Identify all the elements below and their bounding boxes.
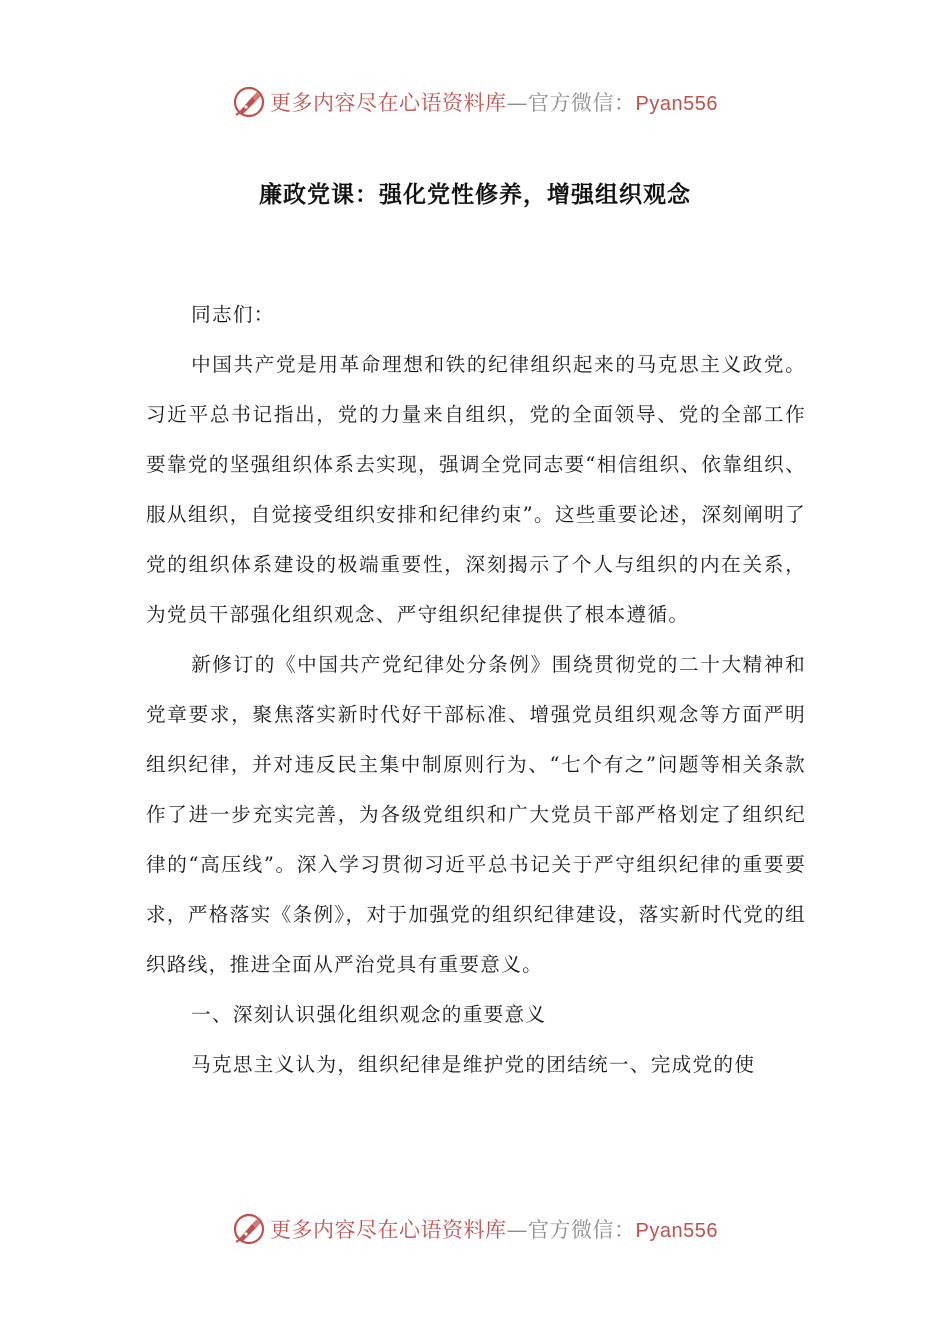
paragraph-2: 新修订的《中国共产党纪律处分条例》围绕贯彻党的二十大精神和党章要求，聚焦落实新时代好干部标准、增强党员组织观念等方面严明组织纪律，并对违反民主集中制原则行为、“七个有之”问题等相关条款作了进一步充实完善，为各级党组织和广大党员干部严格划定了组织纪律的“高压线”。深入学习贯彻习近平总书记关于严守组织纪律的重要要求，严格落实《条例》，对于加强党的组织纪律建设，落实新时代党的组织路线，推进全面从严治党具有重要意义。 bbox=[146, 653, 806, 976]
header-watermark bbox=[0, 82, 950, 122]
pen-nib-logo-icon bbox=[232, 1212, 266, 1246]
footer-watermark bbox=[0, 1209, 950, 1249]
watermark-text: 更多内容尽在心语资料库—官方微信：Pyan556 bbox=[270, 91, 718, 115]
document-title: 廉政党课：强化党性修养，增强组织观念 bbox=[259, 182, 691, 208]
paragraph-3: 马克思主义认为，组织纪律是维护党的团结统一、完成党的使 bbox=[191, 1053, 756, 1076]
section-heading-1: 一、深刻认识强化组织观念的重要意义 bbox=[191, 1003, 547, 1026]
salutation: 同志们： bbox=[191, 303, 275, 326]
pen-nib-logo-icon bbox=[232, 85, 266, 119]
paragraph-1: 中国共产党是用革命理想和铁的纪律组织起来的马克思主义政党。习近平总书记指出，党的力量来自组织，党的全面领导、党的全部工作要靠党的坚强组织体系去实现，强调全党同志要“相信组织、依靠组织、服从组织，自觉接受组织安排和纪律约束”。这些重要论述，深刻阐明了党的组织体系建设的极端重要性，深刻揭示了个人与组织的内在关系，为党员干部强化组织观念、严守组织纪律提供了根本遵循。 bbox=[146, 353, 806, 626]
watermark-text: 更多内容尽在心语资料库—官方微信：Pyan556 bbox=[270, 1218, 718, 1242]
document-body bbox=[146, 290, 806, 1090]
